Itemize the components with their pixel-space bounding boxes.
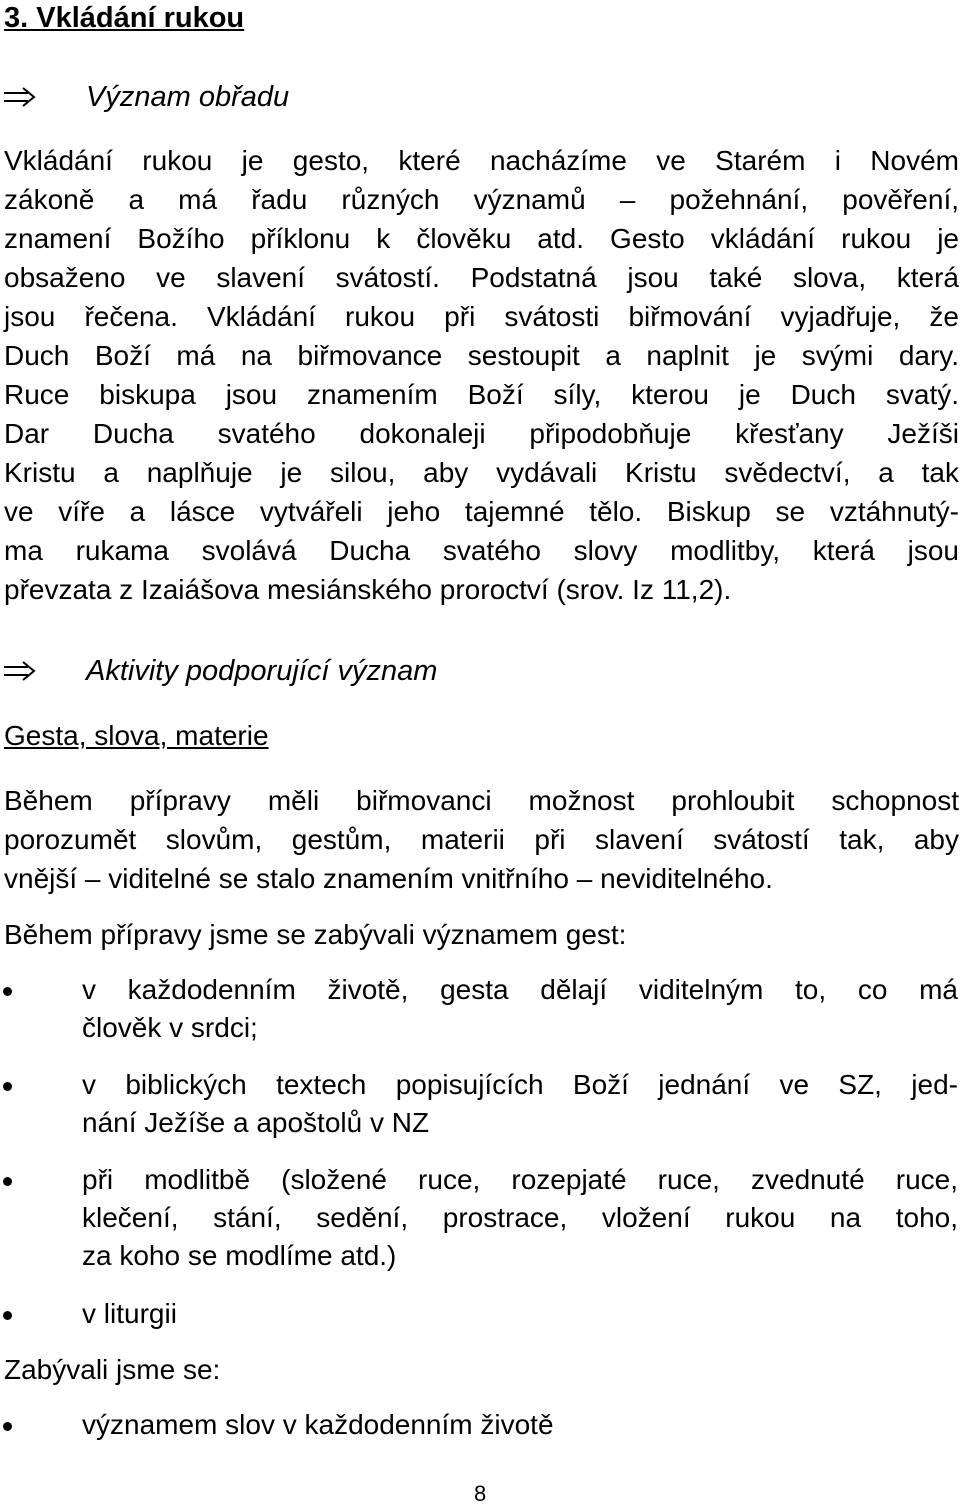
preparation-paragraph	[4, 781, 959, 898]
words-intro: Zabývali jsme se:	[4, 1354, 221, 1385]
paragraph-line: Vkládání rukou je gesto, které nacházíme ve Starém i Novém	[4, 145, 959, 176]
paragraph-line: obsaženo ve slavení svátostí. Podstatná jsou také slova, která	[4, 262, 959, 293]
page-heading: 3. Vkládání rukou	[4, 2, 245, 34]
list-item-text: v liturgii	[82, 1298, 177, 1329]
paragraph-line: Ruce biskupa jsou znamením Boží síly, kterou je Duch svatý.	[4, 379, 959, 410]
gestures-intro: Během přípravy jsme se zabývali významem gest:	[4, 919, 627, 950]
subheading: Gesta, slova, materie	[4, 720, 269, 751]
bullet-dot-icon	[3, 1311, 12, 1320]
bullet-dot-icon	[3, 1422, 12, 1431]
section-title-activities	[4, 651, 438, 691]
paragraph-line: Během přípravy měli biřmovanci možnost prohloubit schopnost	[4, 785, 959, 816]
page-number: 8	[474, 1481, 487, 1506]
paragraph-line: ve víře a lásce vytvářeli jeho tajemné tělo. Biskup se vztáhnutý-	[4, 496, 959, 527]
paragraph-line: Duch Boží má na biřmovance sestoupit a naplnit je svými dary.	[4, 340, 959, 371]
paragraph-line: Kristu a naplňuje je silou, aby vydávali Kristu svědectví, a tak	[4, 457, 959, 488]
section-title-text: Význam obřadu	[86, 81, 290, 113]
list-item-text: významem slov v každodenním životě	[82, 1409, 554, 1440]
paragraph-line: zákoně a má řadu různých významů – požehnání, pověření,	[4, 184, 959, 215]
list-item-text: v každodenním životě, gesta dělají viditelným to, co má člověk v srdci;	[82, 974, 958, 1043]
list-item-text: při modlitbě (složené ruce, rozepjaté ruce, zvednuté ruce, klečení, stání, sedění, prostrace, vložení rukou na toho, za koho se modlíme atd.)	[82, 1164, 958, 1271]
paragraph-line: Dar Ducha svatého dokonaleji připodobňuje křesťany Ježíši	[4, 418, 959, 449]
meaning-paragraph	[4, 141, 959, 609]
paragraph-line: znamení Božího příklonu k člověku atd. Gesto vkládání rukou je	[4, 223, 959, 254]
bullet-dot-icon	[3, 1177, 12, 1186]
bullet-dot-icon	[3, 987, 12, 996]
double-arrow-right-icon	[4, 661, 38, 681]
paragraph-line: ma rukama svolává Ducha svatého slovy modlitby, která jsou	[4, 535, 959, 566]
paragraph-line: jsou řečena. Vkládání rukou při svátosti biřmování vyjadřuje, že	[4, 301, 959, 332]
paragraph-line: převzata z Izaiášova mesiánského proroctví (srov. Iz 11,2).	[4, 574, 732, 605]
paragraph-line: vnější – viditelné se stalo znamením vnitřního – neviditelného.	[4, 863, 773, 894]
section-title-text: Aktivity podporující význam	[86, 655, 438, 687]
bullet-dot-icon	[3, 1082, 12, 1091]
list-item-text: v biblických textech popisujících Boží jednání ve SZ, jed- nání Ježíše a apoštolů v NZ	[82, 1069, 958, 1138]
paragraph-line: porozumět slovům, gestům, materii při slavení svátostí tak, aby	[4, 824, 959, 855]
section-title-meaning	[4, 77, 290, 117]
double-arrow-right-icon	[4, 87, 38, 107]
